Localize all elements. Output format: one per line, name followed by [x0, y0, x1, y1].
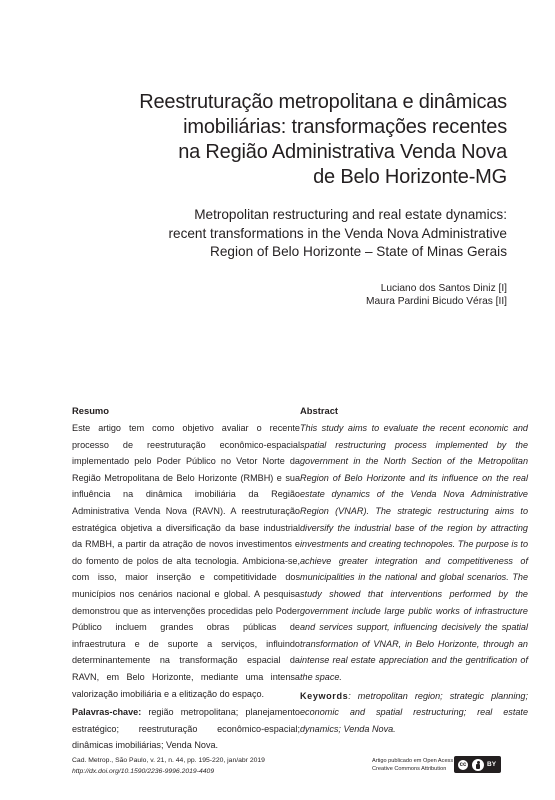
resumo-text: Este artigo tem como objetivo avaliar o recente processo de reestruturação econômico-espacial implementado pelo Poder Público no Vetor Norte da Região Metropolitana de Belo Horizonte (RMBH) e sua influência na dinâmica imobiliária da Região Administrativa Venda Nova (RAVN). A reestruturação estratégica objetiva a diversificação da base industrial da RMBH, a partir da atração de novos investimentos e do fomento de polos de alta tecnologia. Ambiciona-se, com isso, maior inserção e competitividade dos municípios nos cenários nacional e global. A pesquisa demonstrou que as intervenções procedidas pelo Poder Público incluem grandes obras públicas de infraestrutura e de suporte a serviços, influindo determinantemente na transformação espacial da RAVN, em Belo Horizonte, mediante uma intensa valorização imobiliária e a elitização do espaço.: [72, 423, 300, 699]
resumo-heading: Resumo: [72, 405, 109, 416]
title-block: [67, 90, 507, 309]
keywords-text: região metropolitana; planejamento estratégico; reestruturação econômico-espacial; dinâmicas imobiliárias; Venda Nova.: [72, 707, 300, 751]
license-note: [372, 757, 453, 773]
title-pt-line: na Região Administrativa Venda Nova: [178, 141, 507, 163]
author-name: Maura Pardini Bicudo Véras [II]: [366, 296, 507, 307]
authors: [67, 282, 507, 309]
title-pt-line: Reestruturação metropolitana e dinâmicas: [139, 91, 507, 113]
keywords-label: Palavras-chave:: [72, 707, 142, 718]
cc-by-badge[interactable]: [454, 756, 501, 773]
license-line: Creative Commons Attribution: [372, 766, 447, 772]
title-pt-line: de Belo Horizonte-MG: [313, 166, 507, 188]
author-name: Luciano dos Santos Diniz [I]: [380, 282, 507, 294]
title-pt-line: imobiliárias: transformações recentes: [183, 116, 507, 138]
license-line: Artigo publicado em Open Acess: [372, 758, 454, 764]
resumo-keywords: [72, 704, 300, 754]
keywords-label: Keywords: [300, 690, 349, 701]
title-en-line: recent transformations in the Venda Nova Administrative: [168, 225, 507, 241]
attribution-icon: [472, 759, 484, 771]
abstract-keywords: [300, 688, 528, 738]
keywords-text: : metropolitan region; strategic planning; economic and spatial restructuring; real estate dynamics; Venda Nova.: [300, 690, 528, 734]
title-en-line: Metropolitan restructuring and real estate dynamics:: [194, 207, 507, 222]
citation-text: Cad. Metrop., São Paulo, v. 21, n. 44, pp. 195-220, jan/abr 2019: [72, 757, 265, 764]
abstract-column: [300, 404, 528, 737]
article-title-pt: [67, 90, 507, 190]
abstract-heading: Abstract: [300, 405, 339, 416]
resumo-column: [72, 404, 300, 754]
footer-citation: [72, 755, 265, 777]
by-label: BY: [487, 761, 497, 768]
doi-link[interactable]: http://dx.doi.org/10.1590/2236-9996.2019-4409: [72, 768, 215, 775]
title-en-line: Region of Belo Horizonte – State of Minas Gerais: [210, 244, 507, 259]
abstract-text: This study aims to evaluate the recent economic and spatial restructuring process implemented by the government in the North Section of the Metropolitan Region of Belo Horizonte and its influence on the real estate dynamics of the Venda Nova Administrative Region (VNAR). The strategic restructuring aims to diversify the industrial base of the region by attracting investments and creating technopoles. The purpose is to achieve greater integration and competitiveness of municipalities in the national and global scenarios. The study showed that interventions performed by the government include large public works of infrastructure and services support, influencing decisively the spatial transformation of VNAR, in Belo Horizonte, through an intense real estate appreciation and the gentrification of the space.: [300, 423, 528, 682]
article-title-en: [67, 206, 507, 262]
cc-icon: cc: [457, 759, 469, 771]
